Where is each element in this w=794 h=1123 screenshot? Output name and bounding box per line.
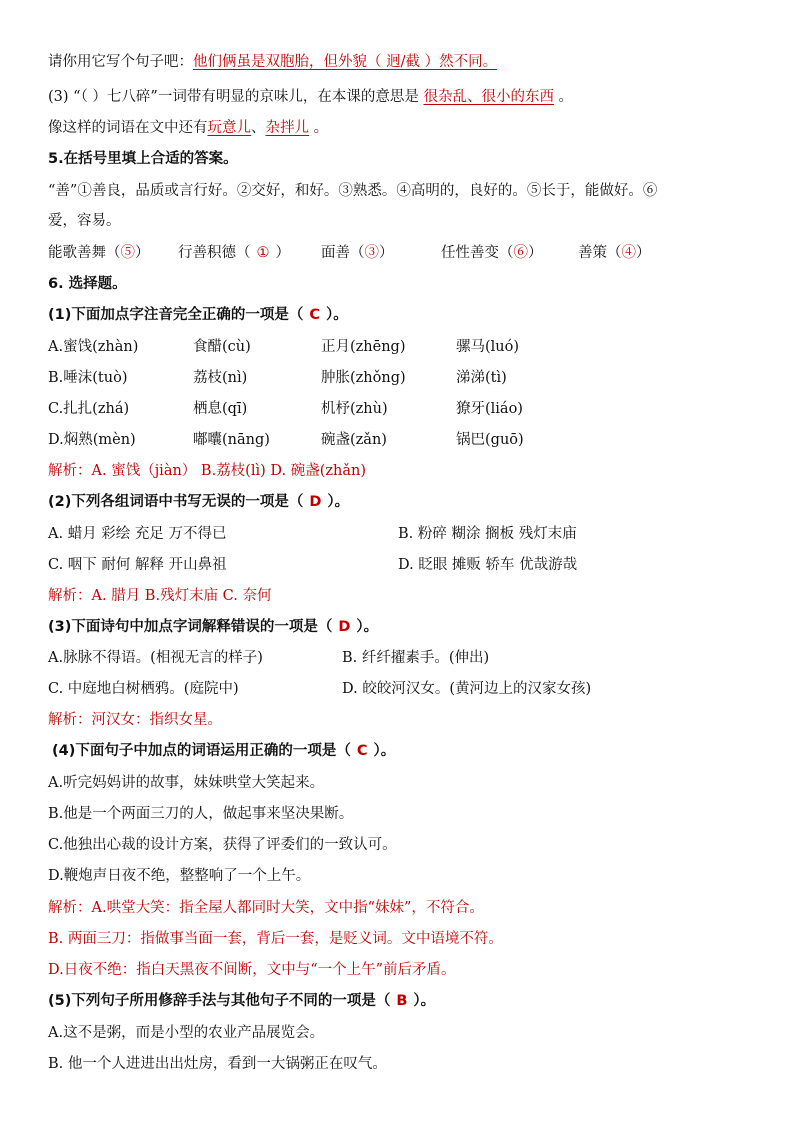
q6-1-explanation: 解析：A. 蜜饯（jiàn） B.荔枝(lì) D. 碗盏(zhǎn) <box>48 463 366 479</box>
q6-1-option-d-3: 碗盏(zǎn) <box>321 432 387 448</box>
q4-similar-text: 像这样的词语在文中还有 <box>48 120 208 136</box>
q6-4-option-d: D.鞭炮声日夜不绝，整整响了一个上午。 <box>48 868 311 884</box>
q4-similar-word1: 玩意儿 <box>207 120 251 136</box>
q4-similar-sep: 、 <box>251 120 266 136</box>
q5-item-1-word: 能歌善舞 <box>48 245 106 261</box>
q5-item-5-word: 善策 <box>578 245 607 261</box>
q6-3-option-b: B. 纤纤擢素手。(伸出) <box>342 650 490 666</box>
q6-1-option-a-3: 正月(zhēng) <box>321 339 406 355</box>
q5-item-4-word: 任性善变 <box>441 245 499 261</box>
q6-3-option-d: D. 皎皎河汉女。(黄河边上的汉家女孩) <box>342 681 592 697</box>
q4-part3-answer: 很杂乱、很小的东西 <box>423 89 554 105</box>
q5-item-3-answer: ③ <box>364 245 379 261</box>
q6-heading: 6. 选择题。 <box>48 276 127 292</box>
q6-1-option-c-4: 獠牙(liáo) <box>456 401 523 417</box>
q5-definition-line2: 爱，容易。 <box>48 213 121 229</box>
q5-item-3: 面善（③） <box>321 245 394 261</box>
q4-sentence-line <box>48 52 497 72</box>
q4-similar-word2: 杂拌儿 <box>265 120 309 136</box>
q4-similar-end: 。 <box>309 120 329 136</box>
q6-4-explanation-1: 解析：A.哄堂大笑：指全屋人都同时大笑，文中指“妹妹”，不符合。 <box>48 900 484 916</box>
q6-1-option-c-3: 机杼(zhù) <box>321 401 388 417</box>
q4-sentence-prompt: 请你用它写个句子吧： <box>48 54 193 70</box>
q5-item-2-answer: ① <box>256 245 270 261</box>
q6-3-option-c: C. 中庭地白树栖鸦。(庭院中) <box>48 681 239 697</box>
q6-2-explanation: 解析：A. 腊月 B.残灯末庙 C. 奈何 <box>48 588 272 604</box>
q6-5-option-a: A.这不是粥，而是小型的农业产品展览会。 <box>48 1025 325 1041</box>
q5-heading: 5.在括号里填上合适的答案。 <box>48 151 238 167</box>
q6-1-option-a-4: 骡马(luó) <box>456 339 520 355</box>
q6-1-option-b-2: 荔枝(nì) <box>193 370 248 386</box>
q5-definition-line1: “善”①善良，品质或言行好。②交好，和好。③熟悉。④高明的，良好的。⑤长于，能做好。⑥ <box>48 183 658 199</box>
q6-1-option-b-4: 涕涕(tì) <box>456 370 507 386</box>
q6-3-option-a: A.脉脉不得语。(相视无言的样子) <box>48 650 263 666</box>
q5-item-5: 善策（④） <box>578 245 651 261</box>
q6-2-question: (2)下列各组词语中书写无误的一项是（ D ）。 <box>48 494 350 510</box>
q6-3-explanation: 解析：河汉女：指织女星。 <box>48 712 222 728</box>
q4-part3-line <box>48 87 573 107</box>
q6-4-explanation-3: D.日夜不绝：指白天黑夜不间断，文中与“一个上午”前后矛盾。 <box>48 962 456 978</box>
q6-5-answer: B <box>396 993 408 1009</box>
q6-4-option-c: C.他独出心裁的设计方案，获得了评委们的一致认可。 <box>48 837 397 853</box>
q4-part3-number: (3) <box>48 89 69 105</box>
q6-1-option-a-2: 食醋(cù) <box>193 339 251 355</box>
q6-1-option-d-1: D.焖熟(mèn) <box>48 432 136 448</box>
q5-item-1: 能歌善舞（⑤） <box>48 245 150 261</box>
q6-3-question: (3)下面诗句中加点字词解释错误的一项是（ D ）。 <box>48 619 379 635</box>
q6-2-option-c: C. 咽下 耐何 解释 开山鼻祖 <box>48 557 227 573</box>
q5-item-2: 行善积德（ ① ） <box>178 245 290 261</box>
q4-sentence-answer: 他们俩虽是双胞胎，但外貌（ 迥/截 ）然不同。 <box>193 54 498 70</box>
q6-1-option-b-1: B.唾沫(tuò) <box>48 370 128 386</box>
q5-item-1-answer: ⑤ <box>120 245 135 261</box>
q4-part3-text: “（ ）七八碎”一词带有明显的京味儿，在本课的意思是 <box>73 89 419 105</box>
q5-item-4: 任性善变（⑥） <box>441 245 543 261</box>
q6-3-answer: D <box>338 619 351 635</box>
q6-1-option-c-2: 栖息(qī) <box>193 401 248 417</box>
q6-4-question: (4)下面句子中加点的词语运用正确的一项是（ C ）。 <box>52 743 396 759</box>
q4-similar-line <box>48 118 328 138</box>
q6-2-option-d: D. 眨眼 摊贩 轿车 优哉游哉 <box>398 557 578 573</box>
q6-5-option-b: B. 他一个人进进出出灶房，看到一大锅粥正在叹气。 <box>48 1056 387 1072</box>
q4-part3-end: 。 <box>553 89 574 105</box>
q6-1-option-d-2: 嘟囔(nāng) <box>193 432 270 448</box>
q6-2-option-b: B. 粉碎 糊涂 搁板 残灯末庙 <box>398 526 577 542</box>
q6-2-answer: D <box>309 494 322 510</box>
q5-item-3-word: 面善 <box>321 245 350 261</box>
q6-2-option-a: A. 蜡月 彩绘 充足 万不得已 <box>48 526 227 542</box>
q6-1-option-c-1: C.扎扎(zhá) <box>48 401 130 417</box>
q6-4-option-b: B.他是一个两面三刀的人，做起事来坚决果断。 <box>48 806 354 822</box>
q6-4-option-a: A.听完妈妈讲的故事，妹妹哄堂大笑起来。 <box>48 775 325 791</box>
q6-1-question: (1)下面加点字注音完全正确的一项是（ C ）。 <box>48 307 348 323</box>
q6-5-question: (5)下列句子所用修辞手法与其他句子不同的一项是（ B ）。 <box>48 993 436 1009</box>
q6-4-answer: C <box>356 743 368 759</box>
q5-item-4-answer: ⑥ <box>513 245 528 261</box>
q6-1-option-a-1: A.蜜饯(zhàn) <box>48 339 139 355</box>
q5-item-2-word: 行善积德 <box>178 245 236 261</box>
q6-1-answer: C <box>309 307 320 323</box>
q6-1-option-d-4: 锅巴(guō) <box>456 432 524 448</box>
q6-4-explanation-2: B. 两面三刀：指做事当面一套，背后一套，是贬义词。文中语境不符。 <box>48 931 503 947</box>
q5-item-5-answer: ④ <box>621 245 636 261</box>
q6-1-option-b-3: 肿胀(zhǒng) <box>321 370 406 386</box>
